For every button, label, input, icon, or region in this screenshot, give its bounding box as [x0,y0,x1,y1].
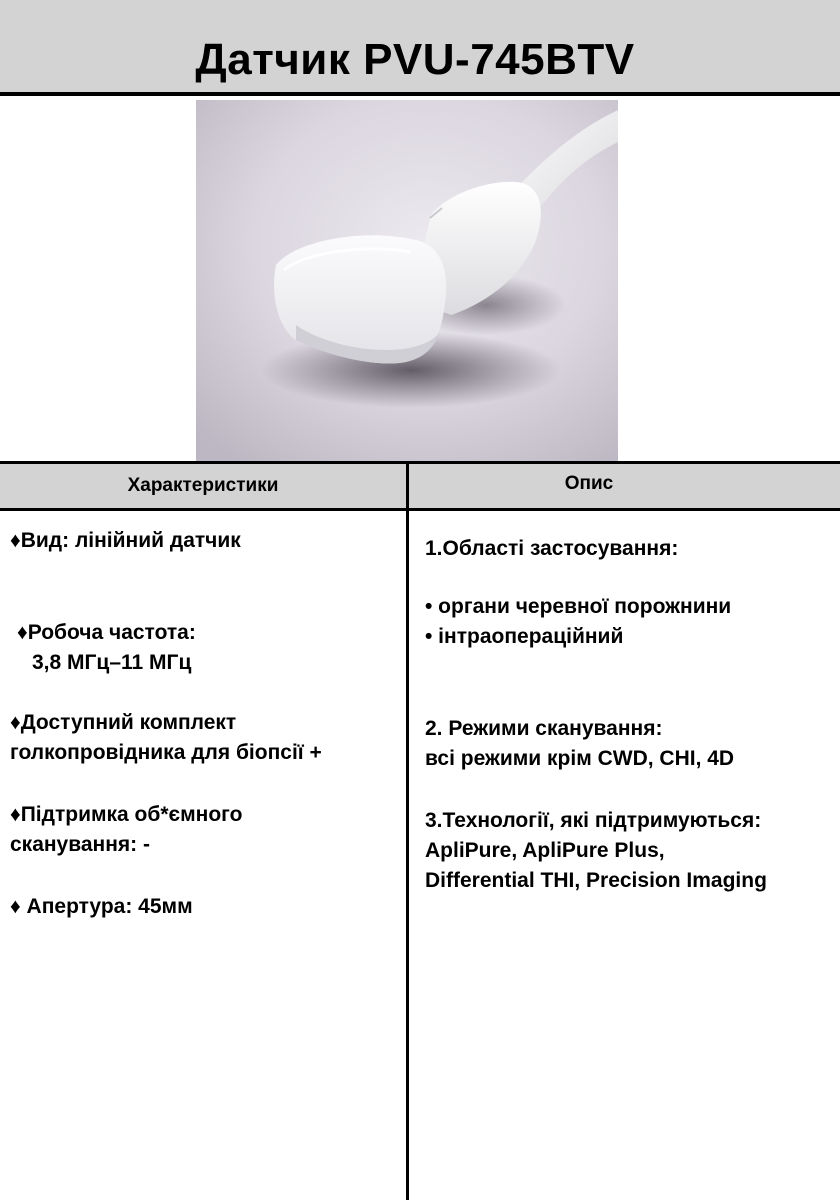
desc-application-item: • органи черевної порожнини [425,595,732,618]
desc-applications-heading: 1.Області застосування: [425,537,679,560]
spec-volume-line2: сканування: - [10,833,150,856]
spec-aperture: ♦ Апертура: 45мм [10,895,193,918]
desc-technologies-heading: 3.Технології, які підтримуються: [425,809,762,832]
desc-technologies-line1: ApliPure, ApliPure Plus, [425,839,665,862]
spec-frequency-label: ♦Робоча частота: [17,621,196,644]
header-characteristics: Характеристики [127,475,279,496]
spec-biopsy-line2: голкопровідника для біопсії + [10,741,322,764]
header-description: Опис [564,473,614,494]
page-title: Датчик PVU-745BTV [195,35,635,84]
desc-technologies-line2: Differential THI, Precision Imaging [425,869,767,892]
spec-volume-line1: ♦Підтримка об*ємного [10,803,243,826]
probe-image [196,100,618,462]
spec-type: ♦Вид: лінійний датчик [10,529,241,552]
desc-modes-text: всі режими крім CWD, CHI, 4D [425,747,735,770]
spec-biopsy-line1: ♦Доступний комплект [10,711,237,734]
spec-frequency-value: 3,8 МГц–11 МГц [32,651,192,674]
probe-photo [196,100,618,462]
desc-modes-heading: 2. Режими сканування: [425,717,663,740]
desc-application-item: • інтраопераційний [425,625,624,648]
column-divider [406,461,409,1200]
